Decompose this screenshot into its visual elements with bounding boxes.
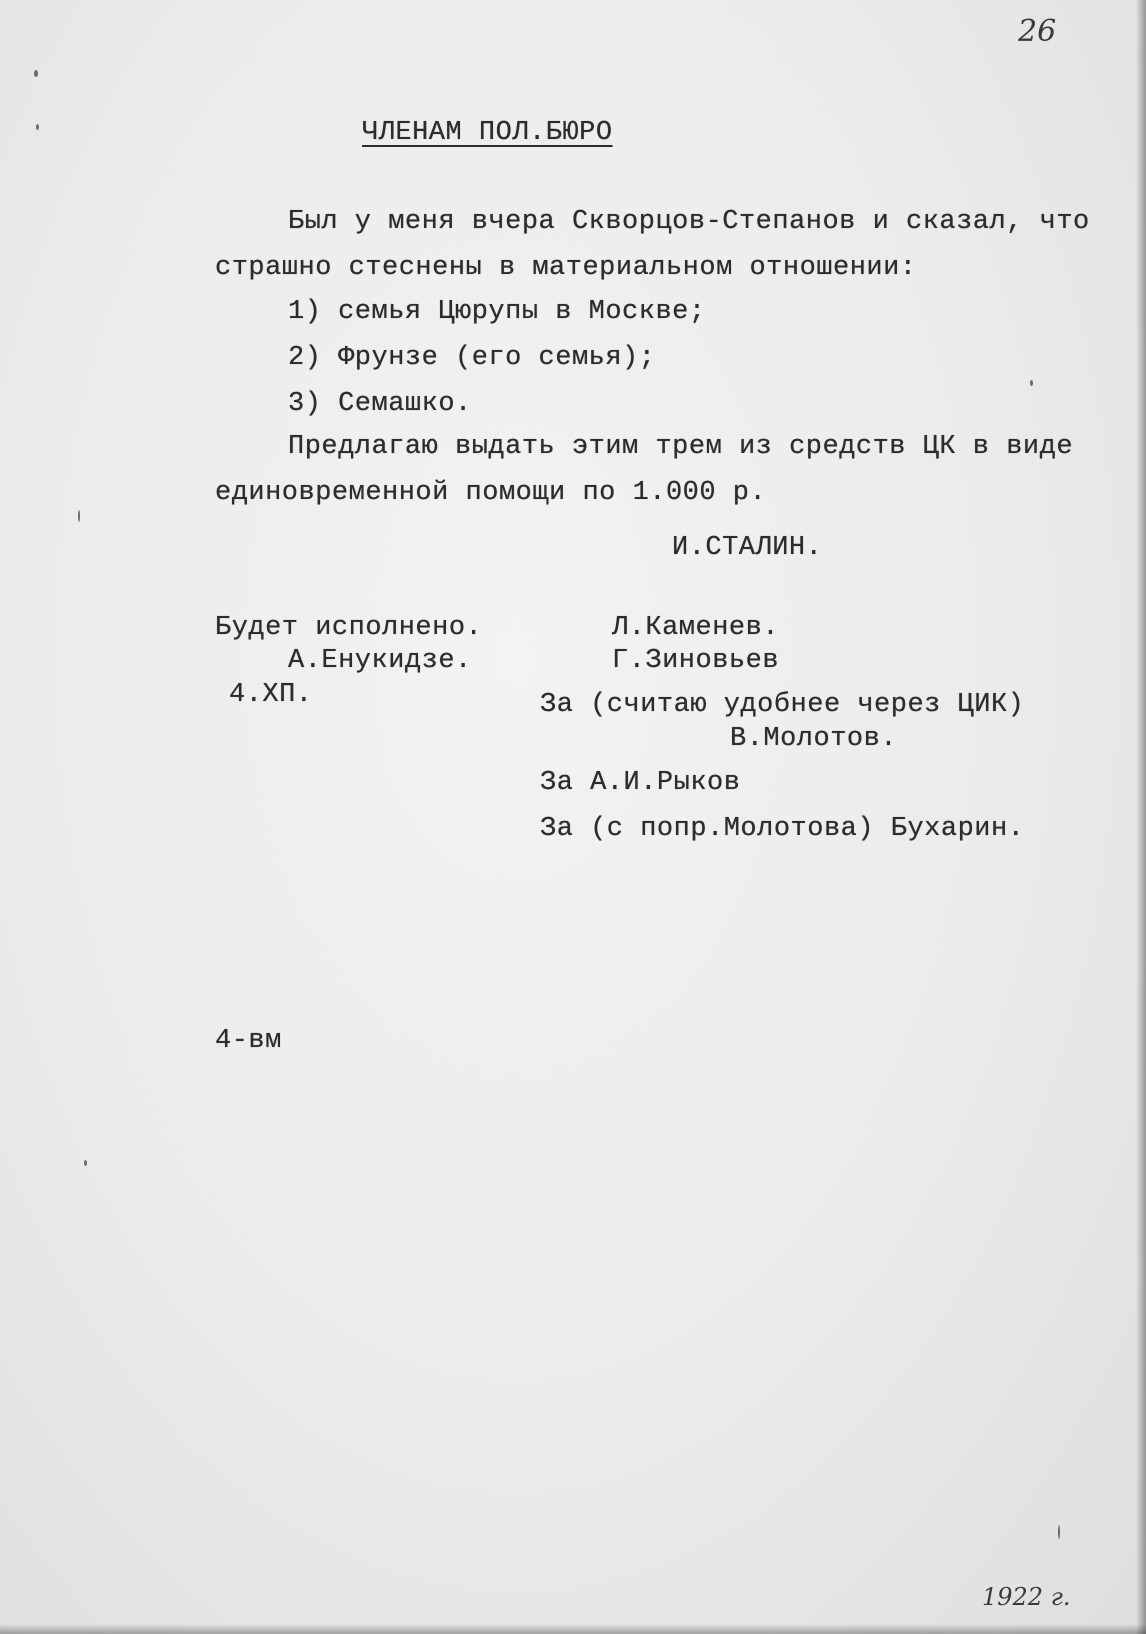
author-signature: И.СТАЛИН.: [672, 533, 823, 563]
page-number: 26: [1018, 14, 1057, 49]
list-item-1: 1) семья Цюрупы в Москве;: [288, 297, 706, 327]
vote-line-3: За (считаю удобнее через ЦИК): [540, 690, 1025, 720]
list-item-2: 2) Фрунзе (его семья);: [288, 343, 656, 373]
paper-edge-shadow: [0, 1624, 1146, 1634]
execution-date: 4.ХП.: [229, 680, 313, 710]
paper-speck: [36, 124, 39, 130]
paper-edge-shadow: [1136, 0, 1146, 1634]
vote-line-6: За (с попр.Молотова) Бухарин.: [540, 814, 1025, 844]
execution-note: Будет исполнено.: [215, 613, 483, 643]
vote-line-4: В.Молотов.: [730, 724, 898, 754]
document-heading: ЧЛЕНАМ ПОЛ.БЮРО: [362, 118, 613, 148]
vote-line-2: Г.Зиновьев: [612, 646, 780, 676]
body-line-2: страшно стеснены в материальном отношении:: [215, 253, 917, 283]
paper-speck: [78, 510, 80, 522]
paper-speck: [1030, 380, 1033, 386]
vote-line-1: Л.Каменев.: [612, 613, 780, 643]
vote-line-5: За А.И.Рыков: [540, 768, 741, 798]
paper-speck: [84, 1160, 87, 1166]
paper-speck: [1058, 1525, 1060, 1539]
proposal-line-1: Предлагаю выдать этим трем из средств ЦК в виде: [288, 432, 1074, 462]
list-item-3: 3) Семашко.: [288, 389, 472, 419]
execution-name: А.Енукидзе.: [288, 646, 472, 676]
paper-speck: [34, 70, 38, 77]
proposal-line-2: единовременной помощи по 1.000 р.: [215, 478, 767, 508]
year-annotation: 1922 г.: [982, 1583, 1071, 1611]
footer-code: 4-вм: [215, 1026, 282, 1056]
body-line-1: Был у меня вчера Скворцов-Степанов и сказал, что: [288, 207, 1090, 237]
